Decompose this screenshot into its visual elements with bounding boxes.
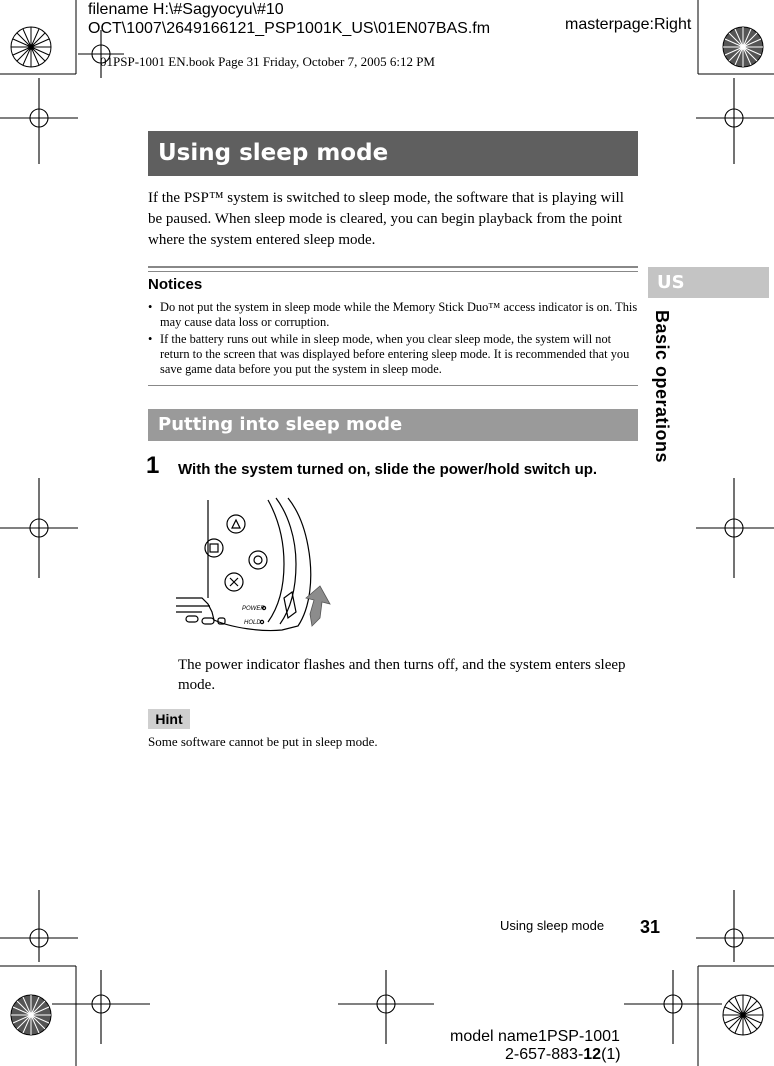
region-label: US <box>657 272 685 293</box>
model-name: model name1PSP-1001 <box>450 1028 620 1045</box>
registration-target-icon <box>78 30 124 78</box>
print-filename-line1: filename H:\#Sagyocyu\#10 <box>88 1 284 18</box>
power-label: POWER <box>242 606 265 612</box>
starburst-mark-icon <box>723 27 763 67</box>
registration-target-icon <box>0 890 78 962</box>
registration-target-icon <box>338 970 434 1044</box>
hold-label: HOLD <box>244 620 261 626</box>
masterpage-label: masterpage:Right <box>565 16 692 33</box>
book-info: 01PSP-1001 EN.book Page 31 Friday, October 7, 2005 6:12 PM <box>100 54 435 69</box>
step-result: The power indicator flashes and then turns off, and the system enters sleep mode. <box>178 657 626 693</box>
registration-target-icon <box>0 78 78 164</box>
registration-target-icon <box>696 478 774 578</box>
intro-paragraph: If the PSP™ system is switched to sleep mode, the software that is playing will be paused. When sleep mode is cleared, you can begin playback from the point where the system entered sleep mode. <box>148 190 624 248</box>
registration-target-icon <box>696 890 774 962</box>
starburst-mark-icon <box>723 995 763 1035</box>
starburst-mark-icon <box>11 995 51 1035</box>
chapter-label: Basic operations <box>652 310 672 464</box>
registration-target-icon <box>0 478 78 578</box>
registration-target-icon <box>624 970 722 1044</box>
step-number: 1 <box>146 452 160 479</box>
starburst-mark-icon <box>11 27 51 67</box>
notices-title: Notices <box>148 276 203 293</box>
step-text: With the system turned on, slide the power/hold switch up. <box>178 461 598 478</box>
part-number-prefix: 2-657-883- <box>505 1046 584 1063</box>
section-title: Using sleep mode <box>158 140 389 166</box>
registration-target-icon <box>52 970 150 1044</box>
registration-target-icon <box>696 78 774 164</box>
print-filename-line2: OCT\1007\2649166121_PSP1001K_US\01EN07BAS.fm <box>88 20 491 37</box>
part-number-bold: 12 <box>583 1046 602 1063</box>
notice-item: • Do not put the system in sleep mode while the Memory Stick Duo™ access indicator is on. This may cause data loss or corruption. <box>148 300 638 330</box>
hint-text: Some software cannot be put in sleep mode. <box>148 734 378 749</box>
part-number-suffix: (1) <box>601 1046 621 1063</box>
notice-item: • If the battery runs out while in sleep mode, when you clear sleep mode, the system will not return to the screen that was displayed before entering sleep mode. It is recommended that you save game data before you put the system in sleep mode. <box>148 332 638 377</box>
page-number: 31 <box>640 917 661 937</box>
footer-section-name: Using sleep mode <box>500 918 605 933</box>
subsection-title: Putting into sleep mode <box>158 414 403 435</box>
hint-label: Hint <box>148 709 190 729</box>
